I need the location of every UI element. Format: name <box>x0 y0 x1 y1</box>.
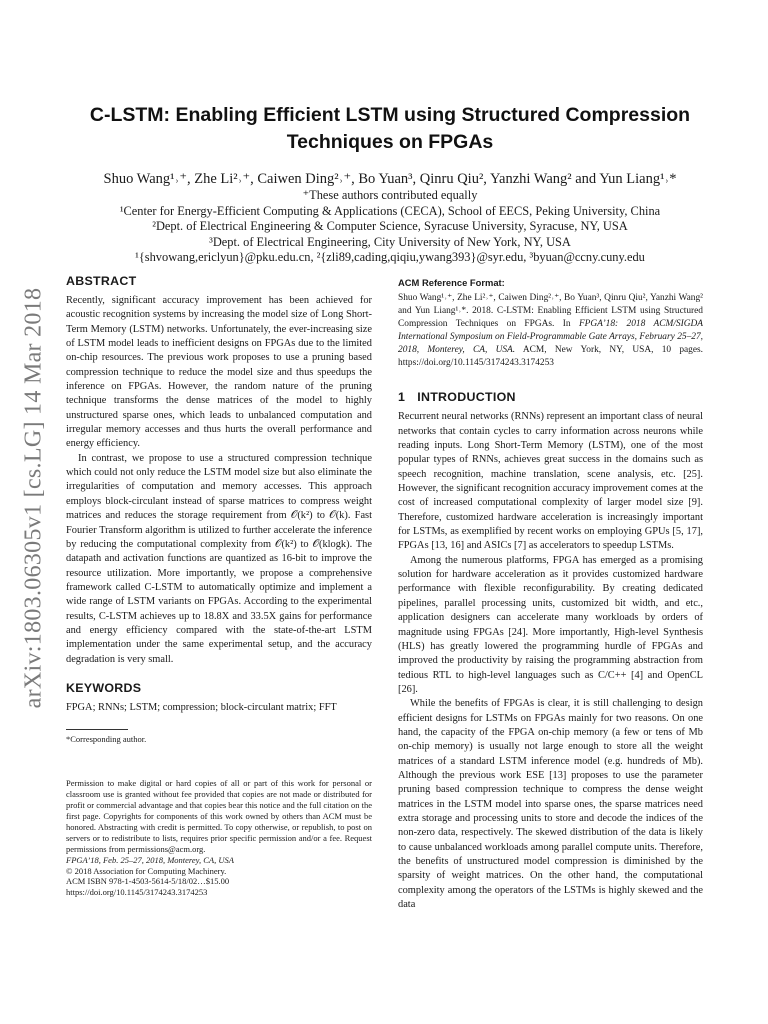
title-line-1: C-LSTM: Enabling Efficient LSTM using Structured Compression <box>89 104 691 126</box>
copyright-line: © 2018 Association for Computing Machinery. <box>66 865 227 876</box>
acm-reference-text <box>398 292 703 370</box>
introduction-section <box>398 390 703 912</box>
right-column <box>398 276 703 912</box>
acm-reference-authors: Shuo Wang¹˒⁺, Zhe Li²˒⁺, Caiwen Ding²˒⁺, Bo Yuan³, Qinru Qiu², Yanzhi Wang² and Yun Liang¹˒*. 2018. C-LSTM: Enabling Efficient LSTM using Structured Compression Techniques on FPGAs. In <box>398 293 703 330</box>
arxiv-side-stamp <box>0 0 60 1024</box>
equal-contribution-note: ⁺These authors contributed equally <box>302 188 478 202</box>
keywords-heading: KEYWORDS <box>66 680 142 695</box>
section-title: INTRODUCTION <box>417 390 516 405</box>
title-line-2: Techniques on FPGAs <box>286 131 494 153</box>
doi-line[interactable]: https://doi.org/10.1145/3174243.3174253 <box>66 887 208 898</box>
permission-text: Permission to make digital or hard copies of all or part of this work for personal or classroom use is granted without fee provided that copies are not made or distributed for profit or commercial advantage and that copies bear this notice and the full citation on the first page. Copyrights for components of this work owned by others than ACM must be honored. Abstracting with credit is permitted. To copy otherwise, or republish, to post on servers or to redistribute to lists, requires prior specific permission and/or a fee. Request permissions from permissions@acm.org. <box>66 778 372 854</box>
affiliations <box>60 188 720 266</box>
affiliation-1: ¹Center for Energy-Efficient Computing & Applications (CECA), School of EECS, Peking University, China <box>119 203 661 218</box>
keywords-section <box>66 681 372 715</box>
introduction-paragraph-2: Among the numerous platforms, FPGA has emerged as a promising solution for hardware acceleration as it provides customized hardware performance with flexible reconfigurability. By creating dedicated pipelines, parallel processing units, customized bit width, and etc., application designers can accelerate many workloads by orders of magnitude using FPGAs [24]. More importantly, High-level Synthesis (HLS) has greatly lowered the programming hurdle of FPGAs and improved the productivity by raising the programming abstraction from tedious RTL to high-level languages such as C/C++ [4] and OpenCL [26]. <box>398 554 703 695</box>
permission-block <box>66 778 372 898</box>
author-emails: ¹{shvowang,ericlyun}@pku.edu.cn, ²{zli89,cading,qiqiu,ywang393}@syr.edu, ³byuan@ccny.cuny.edu <box>135 250 645 265</box>
introduction-heading <box>398 390 703 405</box>
affiliation-2: ²Dept. of Electrical Engineering & Computer Science, Syracuse University, Syracuse, NY, USA <box>152 219 628 234</box>
conference-venue: FPGA’18, Feb. 25–27, 2018, Monterey, CA, USA <box>66 854 234 865</box>
acm-reference-venue: FPGA’18: 2018 ACM/SIGDA International Symposium on Field-Programmable Gate Arrays, February 25–27, 2018, Monterey, CA, USA. <box>398 319 703 356</box>
footnote-rule <box>66 729 128 730</box>
acm-reference-publisher: ACM, New York, NY, USA, 10 pages. https://doi.org/10.1145/3174243.3174253 <box>398 345 704 369</box>
abstract-paragraph-2: In contrast, we propose to use a structured compression technique which could not only reduce the LSTM model size but also eliminate the irregularities of computation and memory accesses. This approach employs block-circulant instead of sparse matrices to compress weight matrices and reduces the storage requirement from 𝒪(k²) to 𝒪(k). Fast Fourier Transform algorithm is utilized to further accelerate the inference by reducing the computational complexity from 𝒪(k²) to 𝒪(klogk). The datapath and activation functions are quantized as 16-bit to improve the resource utilization. More importantly, we propose a comprehensive framework called C-LSTM to automatically optimize and implement a wide range of LSTM variants on FPGAs. According to the experimental results, C-LSTM achieves up to 18.8X and 33.5X gains for performance and energy efficiency compared with the state-of-the-art LSTM implementation under the same experimental setup, and the accuracy degradation is very small. <box>66 452 372 665</box>
affiliation-3: ³Dept. of Electrical Engineering, City University of New York, NY, USA <box>209 234 571 249</box>
isbn-line: ACM ISBN 978-1-4503-5614-5/18/02…$15.00 <box>66 876 230 887</box>
left-column <box>66 274 372 898</box>
abstract-paragraph-1: Recently, significant accuracy improvement has been achieved for acoustic recognition systems by increasing the model size of Long Short-Term Memory (LSTM) networks. Unfortunately, the ever-increasing size of LSTM model leads to inefficient designs on FPGAs due to the limited on-chip resources. The previous work proposes to use a pruning based compression technique to reduce the model size and thus speedups the inference on FPGAs. However, the random nature of the pruning technique transforms the dense matrices of the model to highly unstructured sparse ones, which leads to unbalanced computation and irregular memory accesses and thus hurts the overall performance and energy efficiency. <box>66 295 372 450</box>
arxiv-identifier: arXiv:1803.06305v1 [cs.LG] 14 Mar 2018 <box>20 287 47 709</box>
introduction-paragraph-3: While the benefits of FPGAs is clear, it is still challenging to design efficient designs for LSTMs on FPGAs mainly for two reasons. On one hand, the capacity of the FPGA on-chip memory (a few or tens of Mb on-chip memory) is usually not large enough to store all the weight matrices of a standard LSTM inference model (e.g. hundreds of Mb). Although the previous work ESE [13] proposes to use the parameter pruning based compression technique to compress the dense weight matrices in the LSTM model into sparse ones, the sparse matrices need extra storage and processing units to store and decode the indices of the non-zero data, respectively. The skewed distribution of the data is likely to cause unbalanced workloads among parallel compute units. Therefore, the benefits of unstructured model compression is diminished by the sparsity of weight matrices. On the other hand, the computational complexity among the operators of the LSTMs is highly skewed and the data <box>398 698 703 911</box>
section-number: 1 <box>398 390 406 405</box>
author-list: Shuo Wang¹˒⁺, Zhe Li²˒⁺, Caiwen Ding²˒⁺, Bo Yuan³, Qinru Qiu², Yanzhi Wang² and Yun Liang¹˒* <box>103 171 677 187</box>
paper-title <box>60 102 720 156</box>
keywords-text: FPGA; RNNs; LSTM; compression; block-circulant matrix; FFT <box>66 701 337 713</box>
abstract-heading: ABSTRACT <box>66 274 137 288</box>
acm-reference-heading: ACM Reference Format: <box>398 277 505 288</box>
introduction-paragraph-1: Recurrent neural networks (RNNs) represent an important class of neural networks that contain cycles to carry information across neurons while reading inputs. Long Short-Term Memory (LSTM), one of the most popular types of RNNs, achieves great success in the domains such as speech recognition, machine translation, scene analysis, etc. [25]. However, the significant recognition accuracy improvement comes at the cost of increased computational complexity of larger model size [9]. Therefore, customized hardware acceleration is increasingly important for LSTMs, as exemplified by recent works on employing GPUs [5, 17], FPGAs [13, 16] and ASICs [7] as accelerators to speedup LSTMs. <box>398 411 703 552</box>
corresponding-author-footnote: *Corresponding author. <box>66 734 147 745</box>
